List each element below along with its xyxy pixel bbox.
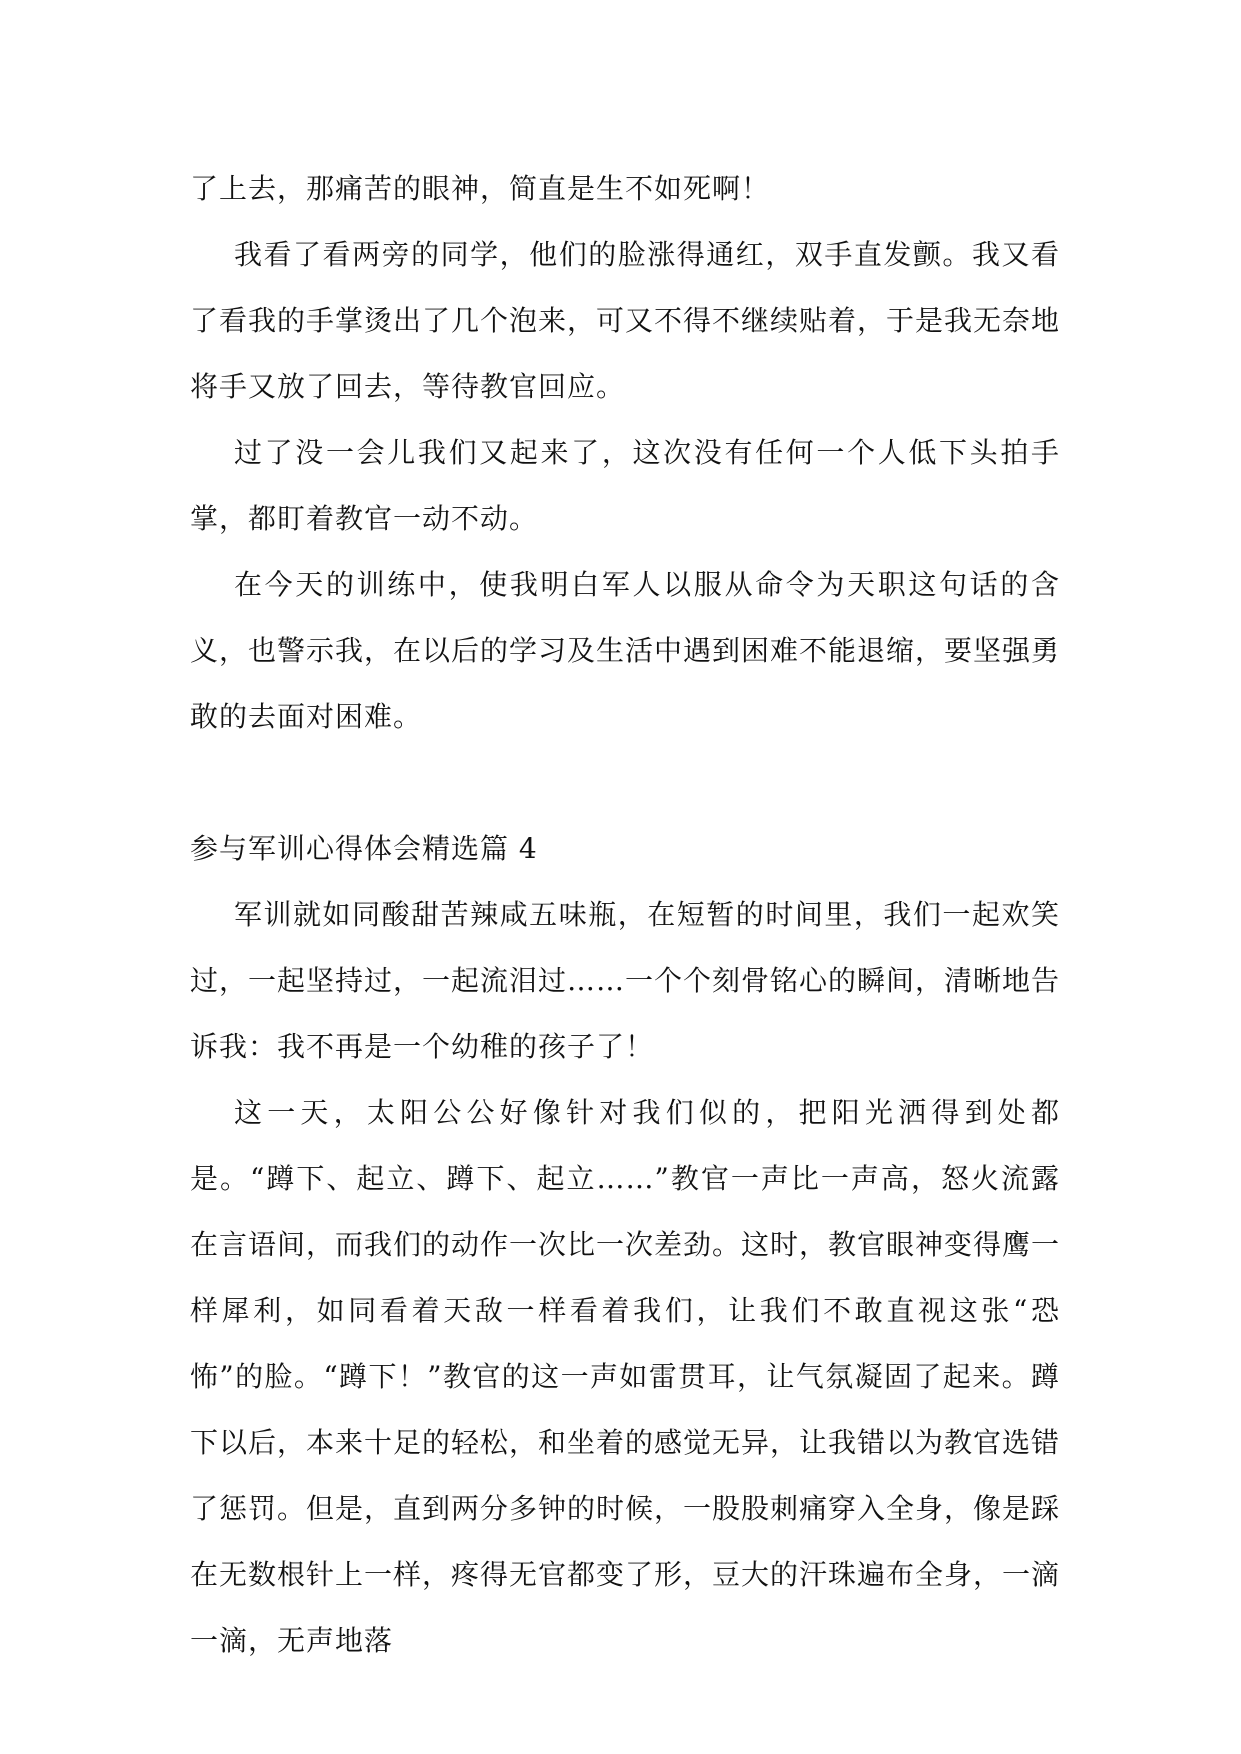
paragraph: 军训就如同酸甜苦辣咸五味瓶，在短暂的时间里，我们一起欢笑过，一起坚持过，一起流泪过……一个个刻骨铭心的瞬间，清晰地告诉我：我不再是一个幼稚的孩子了！ bbox=[190, 898, 1061, 1063]
section-spacer bbox=[190, 750, 1060, 816]
paragraph: 在今天的训练中，使我明白军人以服从命令为天职这句话的含义，也警示我，在以后的学习及生活中遇到困难不能退缩，要坚强勇敢的去面对困难。 bbox=[190, 568, 1061, 733]
section-heading: 参与军训心得体会精选篇 4 bbox=[190, 832, 538, 865]
paragraph: 我看了看两旁的同学，他们的脸涨得通红，双手直发颤。我又看了看我的手掌烫出了几个泡来，可又不得不继续贴着，于是我无奈地将手又放了回去，等待教官回应。 bbox=[190, 238, 1061, 403]
paragraph: 过了没一会儿我们又起来了，这次没有任何一个人低下头拍手掌，都盯着教官一动不动。 bbox=[190, 436, 1060, 535]
document-body bbox=[190, 156, 1060, 1674]
paragraph-continuation: 了上去，那痛苦的眼神，简直是生不如死啊！ bbox=[190, 172, 771, 205]
paragraph: 这一天，太阳公公好像针对我们似的，把阳光洒得到处都是。“蹲下、起立、蹲下、起立……”教官一声比一声高，怒火流露在言语间，而我们的动作一次比一次差劲。这时，教官眼神变得鹰一样犀利，如同看着天敌一样看着我们，让我们不敢直视这张“恐怖”的脸。“蹲下！”教官的这一声如雷贯耳，让气氛凝固了起来。蹲下以后，本来十足的轻松，和坐着的感觉无异，让我错以为教官选错了惩罚。但是，直到两分多钟的时候，一股股刺痛穿入全身，像是踩在无数根针上一样，疼得无官都变了形，豆大的汗珠遍布全身，一滴一滴，无声地落 bbox=[190, 1096, 1061, 1657]
